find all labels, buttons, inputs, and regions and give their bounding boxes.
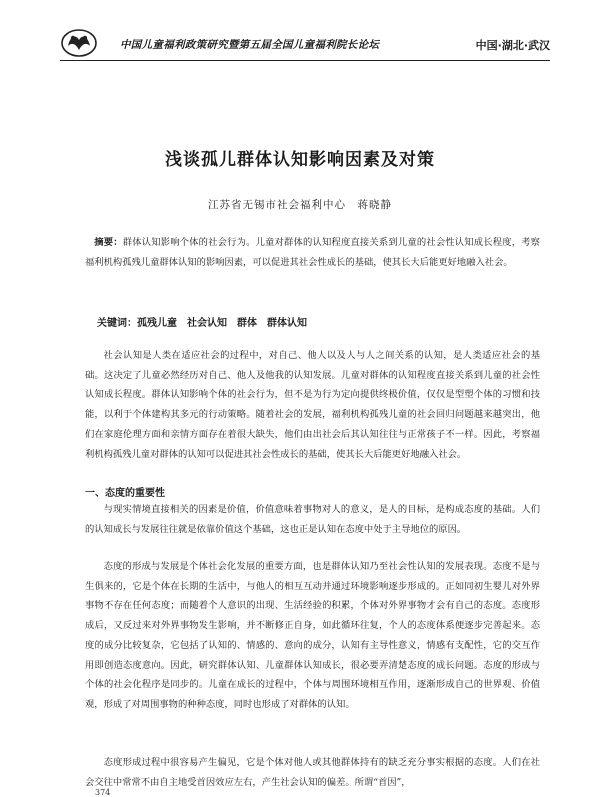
article-title: 浅谈孤儿群体认知影响因素及对策 <box>165 150 435 170</box>
running-header <box>60 28 550 61</box>
keyword: 群体 <box>237 318 257 329</box>
keywords <box>97 314 317 329</box>
conference-logo-icon <box>60 28 98 58</box>
abstract <box>85 233 540 272</box>
author-line: 江苏省无锡市社会福利中心 蒋晓静 <box>208 199 392 211</box>
paragraph-intro: 社会认知是人类在适应社会的过程中，对自己、他人以及人与人之间关系的认知，是人类适应社会的基础。这决定了儿童必然经历对自己、他人及他我的认知发展。儿童对群体的认知程度直接关系到儿童的社会性认知成长程度。群体认知影响个体的社会行为，但不是为行为定向提供终极价值，仅仅是型塑个体的习惯和技能，以利于个体建构其多元的行动策略。随着社会的发展，福利机构孤残儿童的社会回归问题越来越突出，他们在家庭伦理方面和亲情方面存在着很大缺失，他们由出社会后其认知往往与正常孩子不一样。因此，考察福利机构孤残儿童对群体的认知可以促进其社会性成长的基础，使其长大后能更好地融入社会。 <box>85 350 540 460</box>
conference-name: 中国儿童福利政策研究暨第五届全国儿童福利院长论坛 <box>120 39 380 51</box>
abstract-label: 摘要： <box>94 237 123 248</box>
keyword: 社会认知 <box>187 318 227 329</box>
keywords-label: 关键词： <box>97 318 137 329</box>
keyword: 孤残儿童 <box>137 318 177 329</box>
keyword: 群体认知 <box>267 318 307 329</box>
paragraph: 态度的形成与发展是个体社会化发展的重要方面，也是群体认知乃至社会性认知的发展表现。态度不是与生俱来的，它是个体在长期的生活中，与他人的相互互动并通过环境影响逐步形成的。正如同初生婴儿对外界事物不存在任何态度；而随着个人意识的出现、生活经验的积累，个体对外界事物才会有自己的态度。态度形成后，又反过来对外界事物发生影响，并不断修正自身，如此循环往复，个人的态度体系便逐步完善起来。态度的成分比较复杂，它包括了认知的、情感的、意向的成分，认知有主导性意义，情感有支配性，它的交互作用即创造态度意向。因此，研究群体认知、儿童群体认知成长，很必要弄清楚态度的成长问题。态度的形成与个体的社会化程序是同步的。儿童在成长的过程中，个体与周围环境相互作用，逐渐形成自己的世界观、价值观，形成了对周围事物的种种态度，同时也形成了对群体的认知。 <box>85 561 540 710</box>
page-number: 374 <box>95 788 111 797</box>
section-heading: 一、态度的重要性 <box>85 488 165 499</box>
abstract-text: 群体认知影响个体的社会行为。儿童对群体的认知程度直接关系到儿童的社会性认知成长程度，考察福利机构孤残儿童群体认知的影响因素，可以促进其社会性成长的基础，使其长大后能更好地融入社会。 <box>85 237 540 268</box>
conference-location: 中国·湖北·武汉 <box>475 39 550 52</box>
paragraph: 态度形成过程中很容易产生偏见，它是个体对他人或其他群体持有的缺乏充分事实根据的态度。人们在社会交往中常常不由自主地受首因效应左右，产生社会认知的偏差。所谓“首因”， <box>85 757 540 788</box>
paragraph: 与现实情境直接相关的因素是价值，价值意味着事物对人的意义，是人的目标，是构成态度的基础。人们的认知成长与发展往往就是依靠价值这个基础，这也正是认知在态度中处于主导地位的原因。 <box>85 504 540 535</box>
